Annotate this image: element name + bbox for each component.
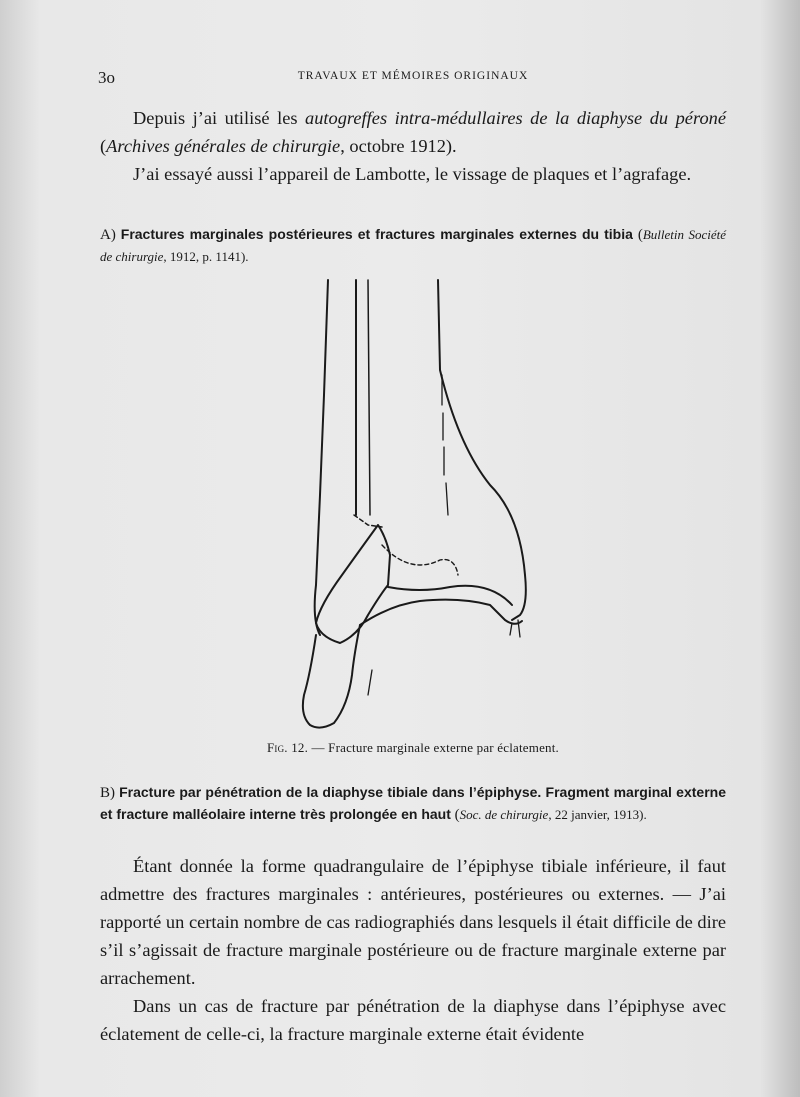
tibia-left-outline	[315, 280, 328, 635]
page-header	[98, 68, 728, 88]
section-a-title: Fractures marginales postérieures et fractures marginales externes du tibia	[120, 226, 633, 242]
section-b-title: Fracture par pénétration de la diaphyse tibiale dans l’épiphyse. Fragment marginal externe et fracture malléolaire interne très prolongée en haut	[100, 784, 726, 822]
tibia-inner-line-2	[368, 280, 370, 515]
section-a-heading: A) Fractures marginales postérieures et fractures marginales externes du tibia (Bulletin Société de chirurgie, 1912, p. 1141).	[100, 226, 726, 264]
figure-label: Fig. 12.	[266, 740, 309, 755]
page-number: 3o	[98, 68, 115, 87]
malleolus-fracture-line	[368, 670, 372, 695]
paragraph-lambotte: J’ai essayé aussi l’appareil de Lambotte, le vissage de plaques et l’agrafage.	[133, 164, 692, 184]
paragraph-penetration: Dans un cas de fracture par pénétration de la diaphyse dans l’épiphyse avec éclatement de celle-ci, la fracture marginale externe était évidente	[100, 996, 726, 1044]
fracture-drawing	[290, 275, 550, 735]
paragraph-quadrangulaire: Étant donnée la forme quadrangulaire de l’épiphyse tibiale inférieure, il faut admettre des fractures marginales : antérieures, postérieures ou externes. — J’ai rapporté un certain nombre de cas radiographiés dans lesquels il était difficile de dire s’il s’agissait de fracture marginale postérieure ou de fracture marginale externe par arrachement.	[100, 856, 726, 988]
epiphysis-dashed	[382, 545, 458, 575]
marginal-fragment	[316, 525, 390, 643]
joint-surface-upper	[388, 586, 512, 605]
section-b-marker: B)	[100, 785, 115, 801]
running-head: TRAVAUX ET MÉMOIRES ORIGINAUX	[297, 70, 529, 82]
paragraph-autogreffes: Depuis j’ai utilisé les autogreffes intra-médullaires de la diaphyse du péroné (Archives générales de chirurgie, octobre 1912).	[100, 108, 726, 156]
section-b-heading: B) Fracture par pénétration de la diaphyse tibiale dans l’épiphyse. Fragment marginal externe et fracture malléolaire interne très prolongée en haut (Soc. de chirurgie, 22 janvier, 1913).	[100, 784, 726, 823]
figure-caption: Fig. 12. — Fracture marginale externe par éclatement.	[266, 740, 560, 755]
tibia-right-outline	[438, 280, 526, 620]
joint-surface-lower	[360, 600, 522, 625]
section-a-marker: A)	[100, 227, 116, 243]
